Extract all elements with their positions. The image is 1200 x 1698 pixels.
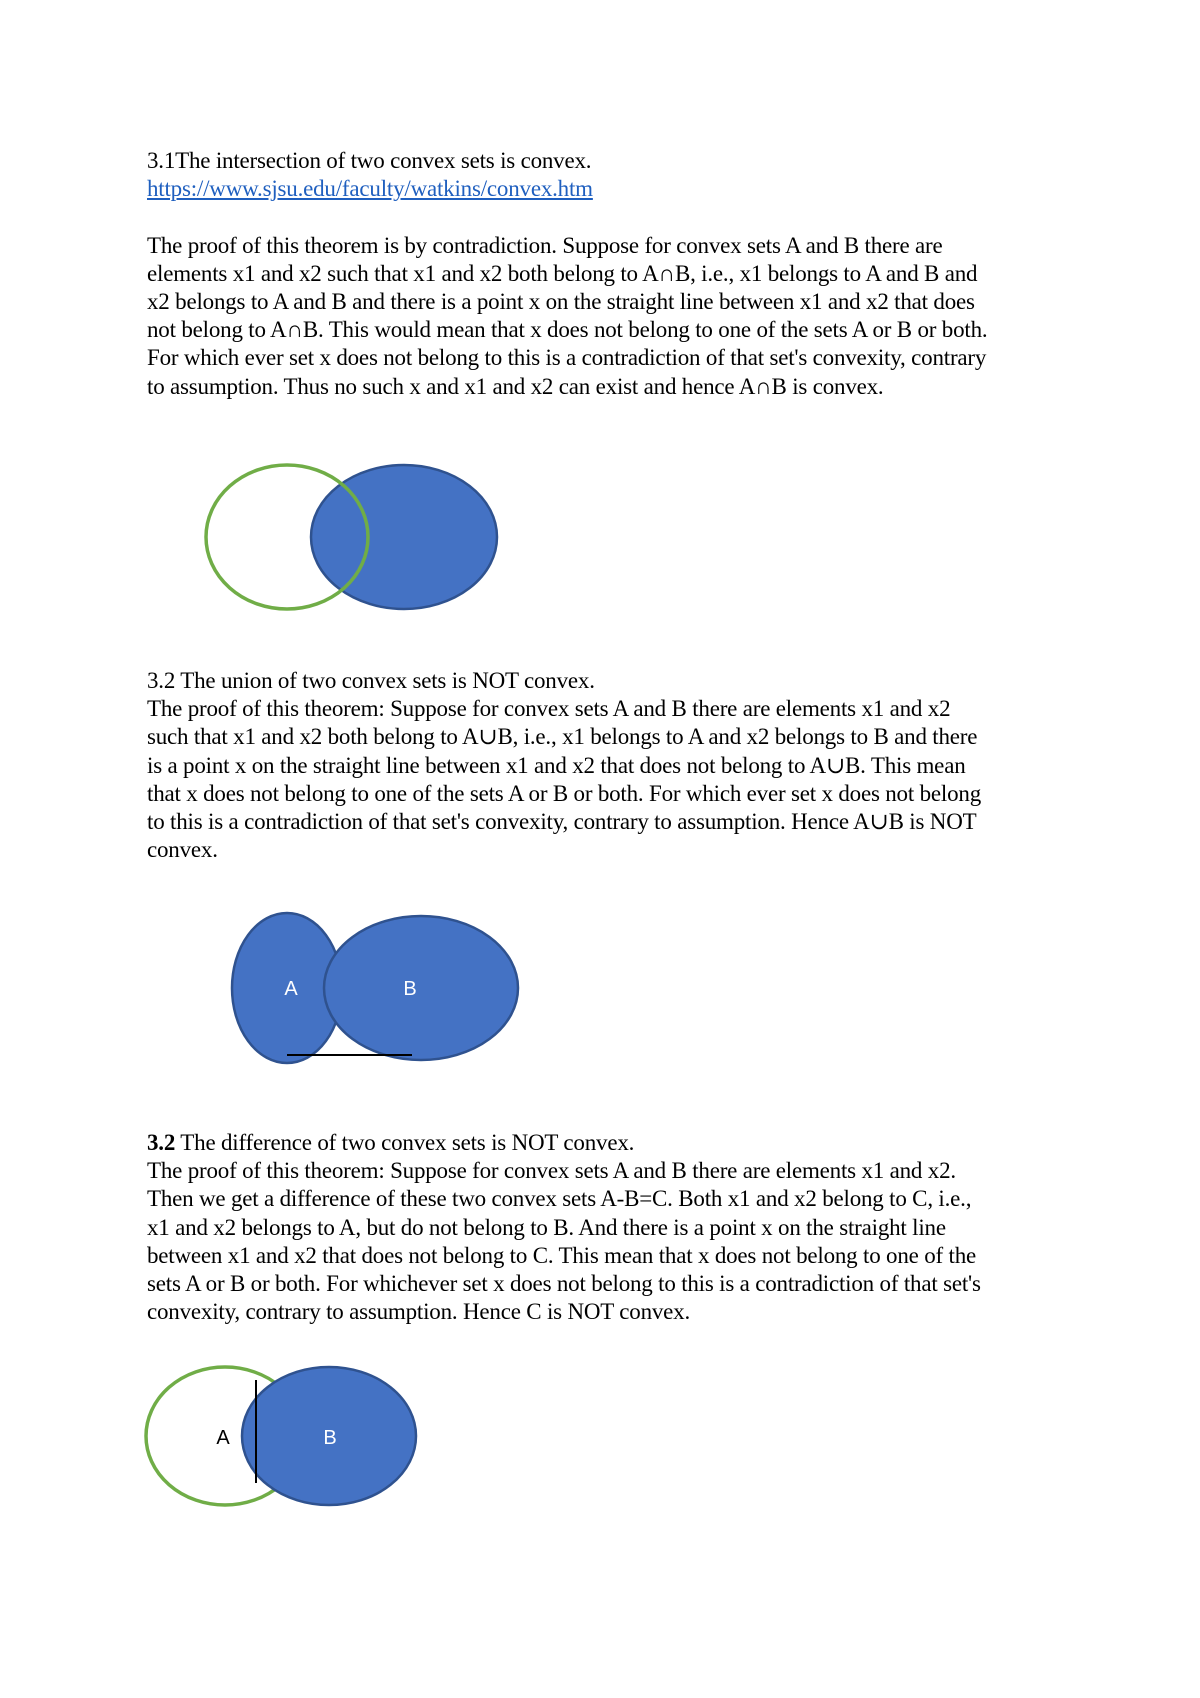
section-union	[147, 667, 1077, 864]
proof-paragraph	[147, 695, 1077, 864]
set-b-ellipse	[311, 465, 497, 609]
text-line: Then we get a difference of these two convex sets A-B=C. Both x1 and x2 belong to C, i.e.,	[147, 1186, 972, 1212]
text-line: The proof of this theorem: Suppose for convex sets A and B there are elements x1 and x2	[147, 696, 951, 722]
text-line: such that x1 and x2 both belong to A∪B, i.e., x1 belongs to A and x2 belongs to B and there	[147, 724, 978, 750]
text-line: The proof of this theorem: Suppose for convex sets A and B there are elements x1 and x2.	[147, 1158, 956, 1184]
text-line: convexity, contrary to assumption. Hence C is NOT convex.	[147, 1299, 691, 1325]
heading-number: 3.2	[147, 1130, 176, 1155]
section-intersection	[147, 147, 1077, 401]
text-line: x1 and x2 belongs to A, but do not belong to B. And there is a point x on the straight line	[147, 1214, 946, 1240]
text-line: to assumption. Thus no such x and x1 and x2 can exist and hence A∩B is convex.	[147, 373, 884, 399]
section-difference	[147, 1129, 1077, 1326]
text-line: For which ever set x does not belong to this is a contradiction of that set's convexity, contrary	[147, 345, 987, 371]
text-line: elements x1 and x2 such that x1 and x2 both belong to A∩B, i.e., x1 belongs to A and B and	[147, 260, 978, 286]
heading-text: The difference of two convex sets is NOT convex.	[175, 1130, 635, 1155]
set-b-ellipse	[324, 916, 518, 1060]
source-link[interactable]: https://www.sjsu.edu/faculty/watkins/convex.htm	[147, 176, 593, 202]
section-heading: 3.1The intersection of two convex sets is convex.	[147, 148, 592, 173]
text-line: to this is a contradiction of that set's convexity, contrary to assumption. Hence A∪B is NOT	[147, 809, 977, 835]
proof-paragraph	[147, 1157, 1077, 1326]
set-b-label: B	[403, 978, 417, 1000]
text-line: that x does not belong to one of the sets A or B or both. For which ever set x does not belong	[147, 780, 981, 806]
text-line: x2 belongs to A and B and there is a point x on the straight line between x1 and x2 that does	[147, 289, 975, 314]
text-line: is a point x on the straight line between x1 and x2 that does not belong to A∪B. This mean	[147, 752, 966, 778]
intersection-venn-diagram	[195, 455, 515, 615]
union-venn-diagram	[225, 908, 525, 1068]
text-line: sets A or B or both. For whichever set x does not belong to this is a contradiction of that set's	[147, 1271, 981, 1297]
proof-paragraph	[147, 232, 1077, 401]
section-heading	[147, 1129, 1077, 1157]
text-line: convex.	[147, 837, 218, 863]
set-b-label: B	[323, 1427, 337, 1449]
difference-venn-diagram	[140, 1358, 430, 1518]
text-line: not belong to A∩B. This would mean that x does not belong to one of the sets A or B or both.	[147, 317, 988, 343]
section-heading: 3.2 The union of two convex sets is NOT convex.	[147, 668, 595, 693]
set-a-label: A	[216, 1427, 230, 1449]
text-line: The proof of this theorem is by contradiction. Suppose for convex sets A and B there are	[147, 232, 943, 258]
text-line: between x1 and x2 that does not belong to C. This mean that x does not belong to one of the	[147, 1242, 977, 1268]
set-a-label: A	[284, 978, 298, 1000]
